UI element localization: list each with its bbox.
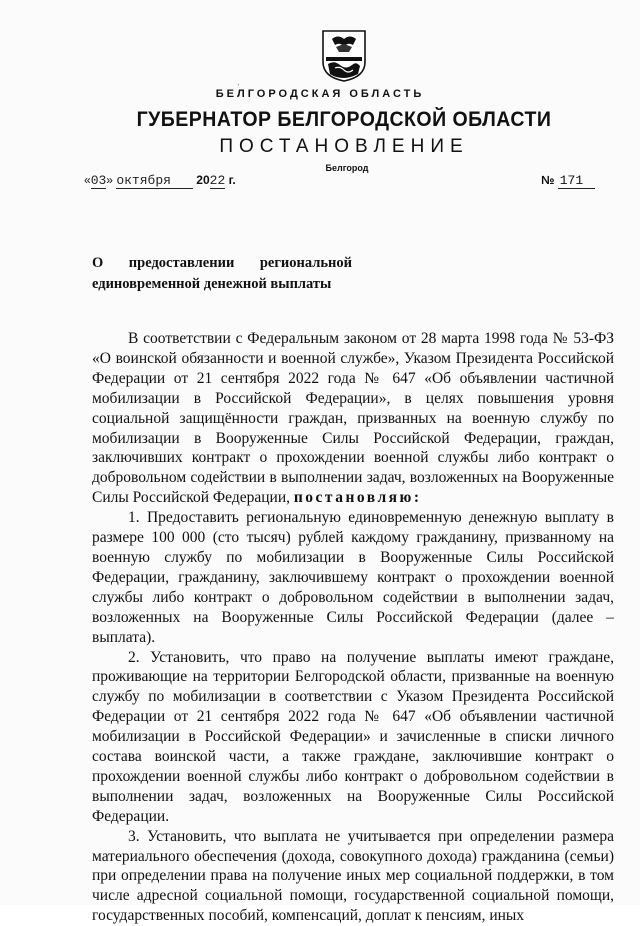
handwritten-mark: , <box>237 78 240 88</box>
item-3-paragraph: 3. Установить, что выплата не учитывается при определении размера материального обеспечения (дохода, совокупного дохода) гражданина (семьи) при определении права на получение иных мер социальной поддержки, в том числе адресной социальной помощи, государственной социальной помощи, государственных пособий, компенсаций, доплат к пенсиям, иных <box>92 827 614 925</box>
document-type: ПОСТАНОВЛЕНИЕ <box>219 136 469 157</box>
date-year: 22 <box>209 173 226 188</box>
decree-word: постановляю: <box>293 489 422 507</box>
governor-title: ГУБЕРНАТОР БЕЛГОРОДСКОЙ ОБЛАСТИ <box>136 108 552 131</box>
document-number: № 171 <box>541 173 595 188</box>
preamble-paragraph: В соответствии с Федеральным законом от 28 марта 1998 года № 53-ФЗ «О воинской обязанности и военной службе», Указом Президента Российской Федерации от 21 сентября 2022 года № 647 «Об объявлении частичной мобилизации в Российской Федерации», в целях повышения уровня социальной защищённости граждан, призванных на военную службу по мобилизации в Вооруженные Силы Российской Федерации, граждан, заключивших контракт о прохождении военной службы либо контракт о добровольном содействии в выполнении задач, возложенных на Вооруженные Силы Российской Федерации, постановляю: <box>92 330 614 507</box>
document-body <box>92 329 614 926</box>
coat-of-arms-icon <box>322 30 366 82</box>
date-month: октября <box>116 173 193 189</box>
item-2-paragraph: 2. Установить, что право на получение выплаты имеют граждане, проживающие на территории Белгородской области, призванные на военную службу по мобилизации в соответствии с Указом Президента Российской Федерации от 21 сентября 2022 года № 647 «Об объявлении частичной мобилизации в Российской Федерации» и зачисленные в списки личного состава воинской части, а также граждане, заключившие контракт о прохождении военной службы либо контракт о добровольном содействии в выполнении задач, возложенных на Вооруженные Силы Российской Федерации. <box>92 648 614 825</box>
date-day: 03 <box>90 173 107 188</box>
document-subject <box>92 253 352 295</box>
subject-line-1: О предоставлении региональной <box>92 255 352 271</box>
number-value: 171 <box>558 173 595 189</box>
city-name: Белгород <box>325 163 369 173</box>
document-date: «03» октября 2022 г. <box>84 173 236 188</box>
region-name: БЕЛГОРОДСКАЯ ОБЛАСТЬ <box>215 88 425 100</box>
item-1-paragraph: 1. Предоставить региональную единовременную денежную выплату в размере 100 000 (сто тысяч) рублей каждому гражданину, призванному на военную службу по мобилизации в Вооруженные Силы Российской Федерации, гражданину, заключившему контракт о прохождении военной службы либо контракт о добровольном содействии в выполнении задач, возложенных на Вооруженные Силы Российской Федерации (далее – выплата). <box>92 509 614 646</box>
subject-line-2: единовременной денежной выплаты <box>92 276 332 292</box>
